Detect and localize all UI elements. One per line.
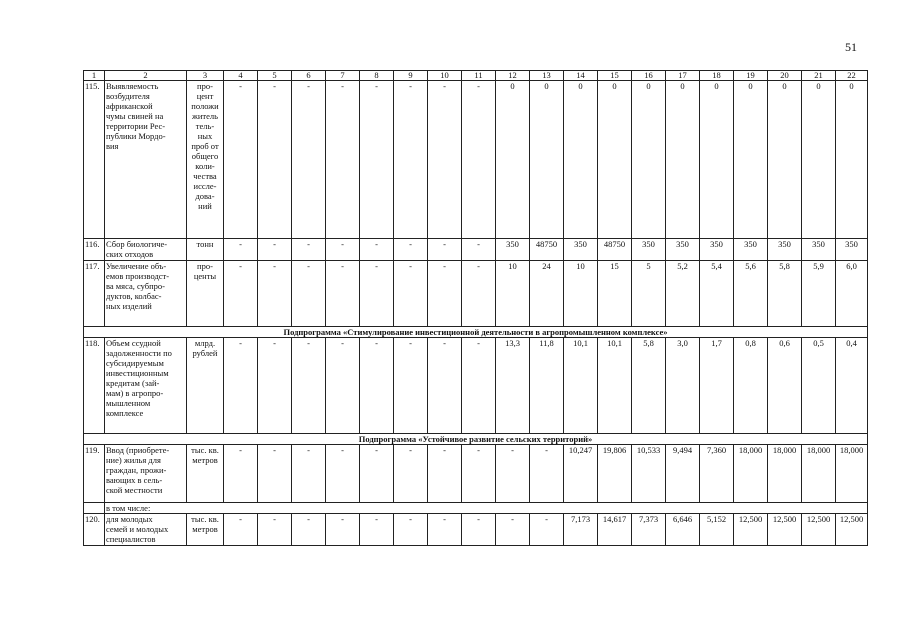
name-line: Ввод (приобрете- xyxy=(106,445,170,455)
value-cell: - xyxy=(292,445,326,503)
value-cell: 5,8 xyxy=(768,261,802,327)
unit-line: рублей xyxy=(192,348,218,358)
subprogram-title: Подпрограмма «Устойчивое развитие сельских территорий» xyxy=(84,434,868,445)
name-line: ных изделий xyxy=(106,301,152,311)
value-cell: - xyxy=(360,81,394,239)
col-header: 21 xyxy=(802,71,836,81)
value-cell: - xyxy=(292,338,326,434)
col-header: 16 xyxy=(632,71,666,81)
indicator-name xyxy=(105,338,187,434)
name-line: субсидируемым xyxy=(106,358,164,368)
value-cell: 5,8 xyxy=(632,338,666,434)
value-cell: - xyxy=(394,81,428,239)
name-line: задолженности по xyxy=(106,348,172,358)
value-cell: - xyxy=(326,514,360,546)
name-line: комплексе xyxy=(106,408,144,418)
value-cell: - xyxy=(360,445,394,503)
value-cell: - xyxy=(462,239,496,261)
subprogram-row xyxy=(84,327,868,338)
value-cell: 18,000 xyxy=(768,445,802,503)
value-cell: 6,0 xyxy=(836,261,868,327)
value-cell: - xyxy=(428,239,462,261)
value-cell: - xyxy=(326,81,360,239)
value-cell: - xyxy=(360,514,394,546)
unit-line: иссле- xyxy=(193,181,217,191)
value-cell: - xyxy=(292,514,326,546)
unit-line: чества xyxy=(193,171,217,181)
name-line: семей и молодых xyxy=(106,524,169,534)
value-cell: 7,360 xyxy=(700,445,734,503)
unit-line: метров xyxy=(192,455,218,465)
name-line: Выявляемость xyxy=(106,81,159,91)
value-cell: - xyxy=(428,514,462,546)
col-header: 12 xyxy=(496,71,530,81)
value-cell: 5 xyxy=(632,261,666,327)
note-row xyxy=(84,503,868,514)
value-cell: 350 xyxy=(802,239,836,261)
name-line: Увеличение объ- xyxy=(106,261,167,271)
row-number: 115. xyxy=(84,81,105,239)
note-cell: в том числе: xyxy=(105,503,868,514)
value-cell: - xyxy=(326,239,360,261)
value-cell: 7,373 xyxy=(632,514,666,546)
value-cell: - xyxy=(224,81,258,239)
value-cell: 0 xyxy=(802,81,836,239)
value-cell: - xyxy=(394,445,428,503)
value-cell: 11,8 xyxy=(530,338,564,434)
value-cell: 5,2 xyxy=(666,261,700,327)
value-cell: - xyxy=(394,338,428,434)
unit-line: проб от xyxy=(191,141,219,151)
value-cell: 350 xyxy=(666,239,700,261)
col-header: 10 xyxy=(428,71,462,81)
table-row xyxy=(84,338,868,434)
value-cell: 0,5 xyxy=(802,338,836,434)
value-cell: - xyxy=(428,445,462,503)
value-cell: - xyxy=(360,239,394,261)
col-header: 5 xyxy=(258,71,292,81)
value-cell: 0 xyxy=(768,81,802,239)
value-cell: 10,247 xyxy=(564,445,598,503)
name-line: кредитам (зай- xyxy=(106,378,160,388)
name-line: Объем ссудной xyxy=(106,338,161,348)
unit-line: тыс. кв. xyxy=(191,445,219,455)
table-row xyxy=(84,514,868,546)
value-cell: 12,500 xyxy=(768,514,802,546)
value-cell: 0 xyxy=(700,81,734,239)
unit-cell xyxy=(187,261,224,327)
subprogram-row xyxy=(84,434,868,445)
value-cell: - xyxy=(224,445,258,503)
value-cell: 24 xyxy=(530,261,564,327)
row-number: 120. xyxy=(84,514,105,546)
value-cell: 3,0 xyxy=(666,338,700,434)
unit-line: млрд. xyxy=(194,338,216,348)
unit-line: ных xyxy=(197,131,213,141)
row-number: 119. xyxy=(84,445,105,503)
unit-line: ний xyxy=(198,201,212,211)
value-cell: - xyxy=(258,514,292,546)
value-cell: 14,617 xyxy=(598,514,632,546)
value-cell: 10,1 xyxy=(598,338,632,434)
value-cell: 350 xyxy=(700,239,734,261)
name-line: территории Рес- xyxy=(106,121,166,131)
empty-cell xyxy=(84,503,105,514)
value-cell: - xyxy=(258,338,292,434)
unit-line: общего xyxy=(191,151,219,161)
name-line: емов производст- xyxy=(106,271,170,281)
name-line: чумы свиней на xyxy=(106,111,164,121)
value-cell: - xyxy=(530,445,564,503)
unit-line: житель xyxy=(191,111,219,121)
value-cell: 19,806 xyxy=(598,445,632,503)
value-cell: - xyxy=(224,261,258,327)
value-cell: 15 xyxy=(598,261,632,327)
name-line: ва мяса, субпро- xyxy=(106,281,165,291)
name-line: инвестиционным xyxy=(106,368,169,378)
value-cell: 12,500 xyxy=(734,514,768,546)
value-cell: - xyxy=(530,514,564,546)
name-line: возбудителя xyxy=(106,91,150,101)
value-cell: - xyxy=(224,239,258,261)
name-line: африканской xyxy=(106,101,153,111)
indicator-name xyxy=(105,81,187,239)
value-cell: - xyxy=(428,261,462,327)
value-cell: - xyxy=(394,239,428,261)
value-cell: 10,1 xyxy=(564,338,598,434)
name-line: дуктов, колбас- xyxy=(106,291,162,301)
unit-cell xyxy=(187,445,224,503)
value-cell: - xyxy=(394,261,428,327)
value-cell: - xyxy=(258,445,292,503)
unit-line: тонн xyxy=(196,239,214,249)
value-cell: - xyxy=(462,261,496,327)
value-cell: 5,4 xyxy=(700,261,734,327)
value-cell: - xyxy=(292,239,326,261)
name-line: Сбор биологиче- xyxy=(106,239,168,249)
page-number: 51 xyxy=(845,40,857,54)
value-cell: 6,646 xyxy=(666,514,700,546)
value-cell: - xyxy=(462,514,496,546)
col-header: 18 xyxy=(700,71,734,81)
value-cell: - xyxy=(292,81,326,239)
header-row xyxy=(84,71,868,81)
name-line: вающих в сель- xyxy=(106,475,163,485)
value-cell: 13,3 xyxy=(496,338,530,434)
indicator-name xyxy=(105,239,187,261)
name-line: специалистов xyxy=(106,534,156,544)
value-cell: - xyxy=(496,445,530,503)
unit-line: про- xyxy=(197,261,213,271)
value-cell: - xyxy=(258,239,292,261)
col-header: 14 xyxy=(564,71,598,81)
value-cell: 0,4 xyxy=(836,338,868,434)
name-line: ских отходов xyxy=(106,249,154,259)
name-line: мам) в агропро- xyxy=(106,388,164,398)
value-cell: 10 xyxy=(496,261,530,327)
value-cell: 0 xyxy=(496,81,530,239)
value-cell: 0 xyxy=(598,81,632,239)
indicator-name xyxy=(105,445,187,503)
table-row xyxy=(84,81,868,239)
col-header: 13 xyxy=(530,71,564,81)
unit-line: центы xyxy=(193,271,217,281)
value-cell: - xyxy=(326,261,360,327)
unit-line: тель- xyxy=(195,121,215,131)
unit-line: цент xyxy=(196,91,214,101)
unit-cell xyxy=(187,338,224,434)
col-header: 3 xyxy=(187,71,224,81)
col-header: 11 xyxy=(462,71,496,81)
value-cell: 0 xyxy=(632,81,666,239)
indicator-table xyxy=(83,70,868,546)
value-cell: - xyxy=(462,81,496,239)
value-cell: 0 xyxy=(734,81,768,239)
value-cell: 9,494 xyxy=(666,445,700,503)
unit-line: коли- xyxy=(195,161,215,171)
value-cell: 5,152 xyxy=(700,514,734,546)
value-cell: 350 xyxy=(632,239,666,261)
col-header: 20 xyxy=(768,71,802,81)
value-cell: 10,533 xyxy=(632,445,666,503)
table-row xyxy=(84,261,868,327)
col-header: 8 xyxy=(360,71,394,81)
value-cell: - xyxy=(258,81,292,239)
indicator-name xyxy=(105,261,187,327)
subprogram-title: Подпрограмма «Стимулирование инвестиционной деятельности в агропромышленном комплексе» xyxy=(84,327,868,338)
value-cell: 48750 xyxy=(530,239,564,261)
col-header: 22 xyxy=(836,71,868,81)
value-cell: 0 xyxy=(836,81,868,239)
value-cell: - xyxy=(326,338,360,434)
value-cell: - xyxy=(428,338,462,434)
value-cell: - xyxy=(496,514,530,546)
value-cell: - xyxy=(360,338,394,434)
table-row xyxy=(84,445,868,503)
unit-line: положи xyxy=(191,101,219,111)
value-cell: - xyxy=(258,261,292,327)
unit-line: метров xyxy=(192,524,218,534)
value-cell: - xyxy=(462,445,496,503)
table-row xyxy=(84,239,868,261)
value-cell: 18,000 xyxy=(836,445,868,503)
value-cell: 350 xyxy=(496,239,530,261)
value-cell: 18,000 xyxy=(802,445,836,503)
unit-line: тыс. кв. xyxy=(191,514,219,524)
col-header: 4 xyxy=(224,71,258,81)
value-cell: 7,173 xyxy=(564,514,598,546)
value-cell: 350 xyxy=(836,239,868,261)
value-cell: 12,500 xyxy=(802,514,836,546)
value-cell: 10 xyxy=(564,261,598,327)
name-line: публики Мордо- xyxy=(106,131,166,141)
value-cell: 350 xyxy=(564,239,598,261)
value-cell: 0 xyxy=(530,81,564,239)
value-cell: 350 xyxy=(734,239,768,261)
name-line: мышленном xyxy=(106,398,151,408)
unit-cell xyxy=(187,81,224,239)
row-number: 118. xyxy=(84,338,105,434)
value-cell: - xyxy=(224,338,258,434)
value-cell: - xyxy=(326,445,360,503)
indicator-name xyxy=(105,514,187,546)
unit-cell xyxy=(187,514,224,546)
unit-line: дова- xyxy=(195,191,215,201)
col-header: 15 xyxy=(598,71,632,81)
row-number: 117. xyxy=(84,261,105,327)
col-header: 7 xyxy=(326,71,360,81)
value-cell: - xyxy=(224,514,258,546)
value-cell: 0 xyxy=(564,81,598,239)
value-cell: - xyxy=(360,261,394,327)
value-cell: 0,6 xyxy=(768,338,802,434)
value-cell: - xyxy=(394,514,428,546)
value-cell: 18,000 xyxy=(734,445,768,503)
unit-line: про- xyxy=(197,81,213,91)
name-line: ской местности xyxy=(106,485,163,495)
col-header: 6 xyxy=(292,71,326,81)
value-cell: 5,6 xyxy=(734,261,768,327)
name-line: вия xyxy=(106,141,119,151)
col-header: 9 xyxy=(394,71,428,81)
value-cell: - xyxy=(292,261,326,327)
name-line: для молодых xyxy=(106,514,153,524)
row-number: 116. xyxy=(84,239,105,261)
value-cell: 5,9 xyxy=(802,261,836,327)
value-cell: 12,500 xyxy=(836,514,868,546)
col-header: 19 xyxy=(734,71,768,81)
name-line: граждан, прожи- xyxy=(106,465,167,475)
col-header: 1 xyxy=(84,71,105,81)
col-header: 17 xyxy=(666,71,700,81)
col-header: 2 xyxy=(105,71,187,81)
unit-cell xyxy=(187,239,224,261)
value-cell: 350 xyxy=(768,239,802,261)
value-cell: 1,7 xyxy=(700,338,734,434)
value-cell: - xyxy=(462,338,496,434)
value-cell: 48750 xyxy=(598,239,632,261)
value-cell: 0,8 xyxy=(734,338,768,434)
value-cell: - xyxy=(428,81,462,239)
value-cell: 0 xyxy=(666,81,700,239)
name-line: ние) жилья для xyxy=(106,455,161,465)
